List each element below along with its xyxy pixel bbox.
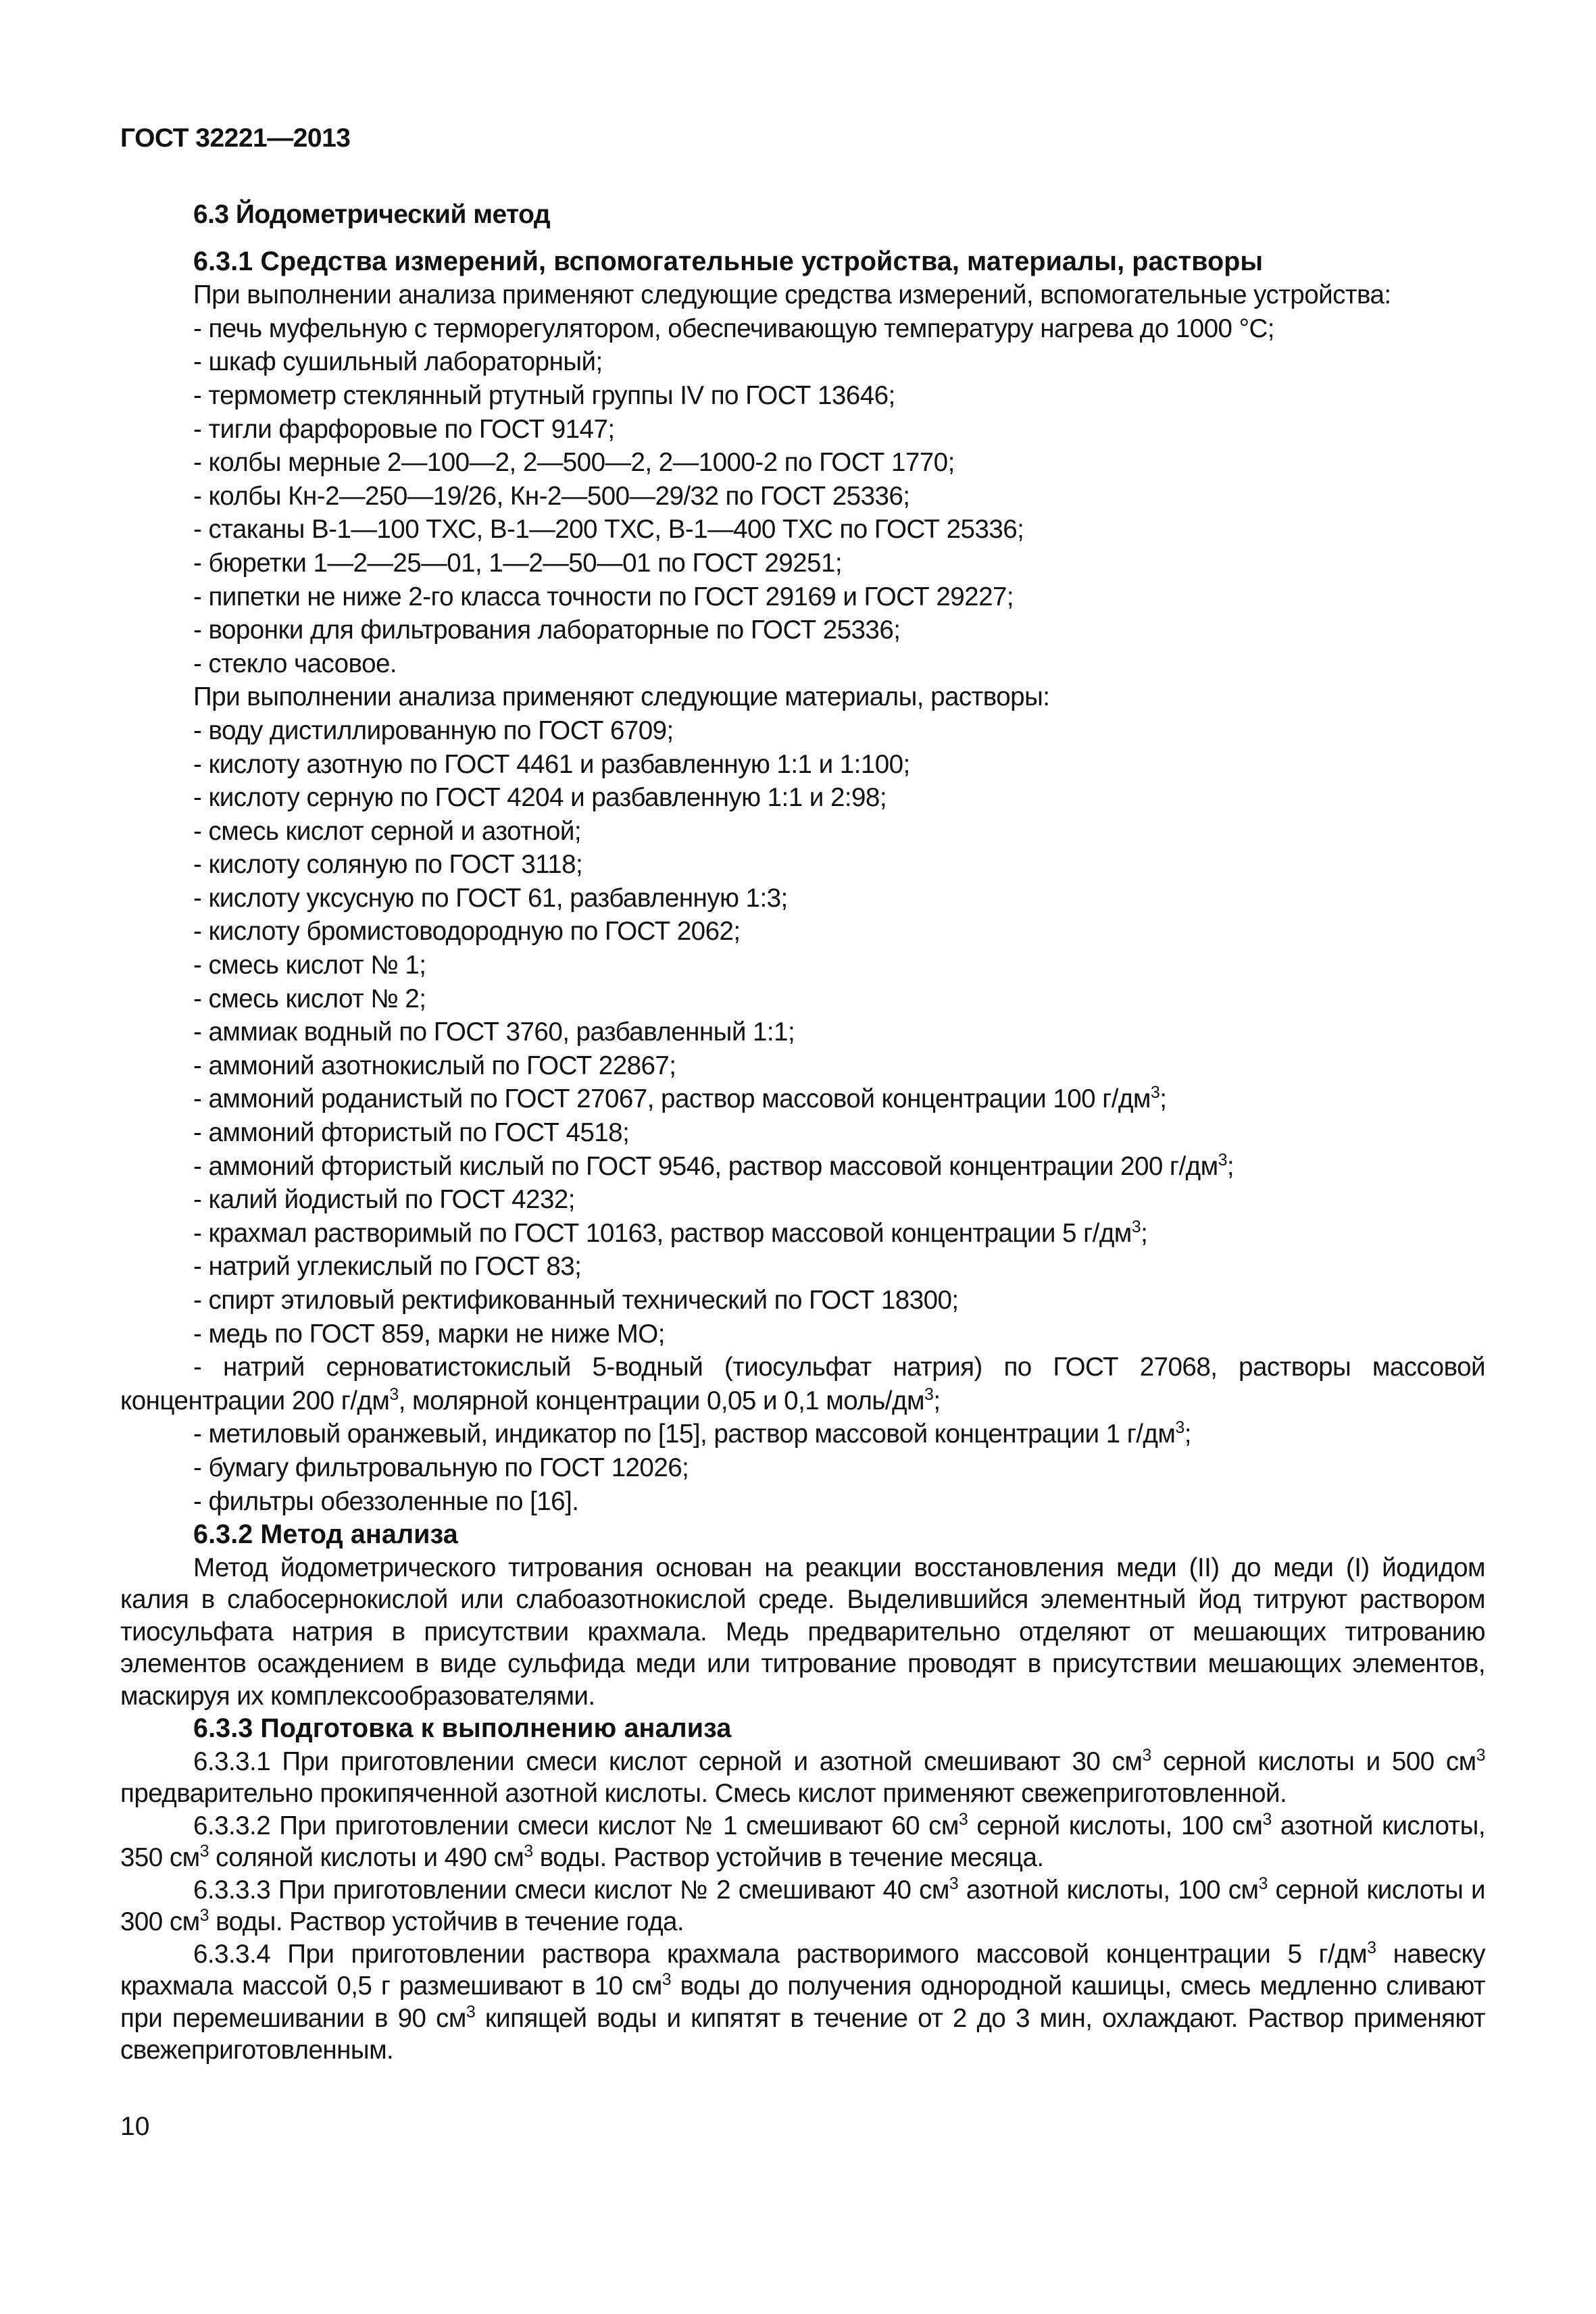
paragraph-6-3-3-1: 6.3.3.1 При приготовлении смеси кислот серной и азотной смешивают 30 $см^3$ серной кислоты и 500 $см^3$ предварительно прокипяченной азотной кислоты. Смесь кислот применяют свежеприготовленной. bbox=[120, 1745, 1485, 1809]
list-item: - кислоту уксусную по ГОСТ 61, разбавленную 1:3; bbox=[193, 883, 788, 913]
paragraph-6-3-3-2: 6.3.3.2 При приготовлении смеси кислот № 1 смешивают 60 $см^3$ серной кислоты, 100 $см^3$ азотной кислоты, 350 $см^3$ соляной кислоты и 490 $см^3$ воды. Раствор устойчив в течение месяца. bbox=[120, 1809, 1485, 1873]
list-item: - кислоту бромистоводородную по ГОСТ 2062; bbox=[193, 917, 741, 947]
list-item: - кислоту серную по ГОСТ 4204 и разбавленную 1:1 и 2:98; bbox=[193, 783, 887, 813]
list-item: - аммоний фтористый по ГОСТ 4518; bbox=[193, 1118, 630, 1148]
list-item: - шкаф сушильный лабораторный; bbox=[193, 347, 603, 377]
section-6-3-3-title: 6.3.3 Подготовка к выполнению анализа bbox=[193, 1713, 732, 1744]
list-item: - тигли фарфоровые по ГОСТ 9147; bbox=[193, 414, 615, 444]
standard-code: ГОСТ 32221—2013 bbox=[120, 124, 351, 153]
list-item: - медь по ГОСТ 859, марки не ниже МО; bbox=[193, 1319, 665, 1349]
paragraph-6-3-3-4: 6.3.3.4 При приготовлении раствора крахмала растворимого массовой концентрации 5 $г/дм^3$ навеску крахмала массой 0,5 г размешивают в 10 $см^3$ воды до получения однородной кашицы, смесь медленно сливают при перемешивании в 90 $см^3$ кипящей воды и кипятят в течение от 2 до 3 мин, охлаждают. Раствор применяют свежеприготовленным. bbox=[120, 1938, 1485, 2065]
list-item: - бумагу фильтровальную по ГОСТ 12026; bbox=[193, 1453, 689, 1482]
page-number: 10 bbox=[120, 2112, 150, 2141]
paragraph-6-3-3-3: 6.3.3.3 При приготовлении смеси кислот № 2 смешивают 40 $см^3$ азотной кислоты, 100 $см^3$ серной кислоты и 300 $см^3$ воды. Раствор устойчив в течение года. bbox=[120, 1873, 1485, 1937]
list-item: - воду дистиллированную по ГОСТ 6709; bbox=[193, 715, 674, 745]
list-item: - аммоний фтористый кислый по ГОСТ 9546, раствор массовой концентрации 200 $г/дм^3$; bbox=[193, 1150, 1235, 1181]
list-item: - колбы Кн-2—250—19/26, Кн-2—500—29/32 по ГОСТ 25336; bbox=[193, 481, 910, 511]
list-item: - воронки для фильтрования лабораторные по ГОСТ 25336; bbox=[193, 615, 901, 645]
document-body bbox=[120, 198, 1485, 2067]
list-item: - аммоний азотнокислый по ГОСТ 22867; bbox=[193, 1051, 676, 1080]
list-item: - спирт этиловый ректификованный технический по ГОСТ 18300; bbox=[193, 1286, 959, 1315]
list-item: - кислоту азотную по ГОСТ 4461 и разбавленную 1:1 и 1:100; bbox=[193, 749, 910, 779]
list-item: - аммоний роданистый по ГОСТ 27067, раствор массовой концентрации 100 $г/дм^3$; bbox=[193, 1083, 1167, 1114]
list-item: - термометр стеклянный ртутный группы IV по ГОСТ 13646; bbox=[193, 380, 895, 410]
materials-intro: При выполнении анализа применяют следующие материалы, растворы: bbox=[193, 682, 1050, 712]
section-6-3-2-title: 6.3.2 Метод анализа bbox=[193, 1519, 458, 1550]
section-6-3-1-title: 6.3.1 Средства измерений, вспомогательные устройства, материалы, растворы bbox=[193, 246, 1264, 276]
list-item: - смесь кислот серной и азотной; bbox=[193, 816, 582, 846]
list-item-thiosulfate: - натрий серноватистокислый 5-водный (тиосульфат натрия) по ГОСТ 27068, растворы массовой концентрации 200 $г/дм^3$, молярной концентрации 0,05 и 0,1 моль/$дм^3$; bbox=[120, 1353, 1485, 1415]
list-item: - печь муфельную с терморегулятором, обеспечивающую температуру нагрева до 1000 °С; bbox=[193, 313, 1274, 343]
list-item: - пипетки не ниже 2-го класса точности по ГОСТ 29169 и ГОСТ 29227; bbox=[193, 582, 1014, 611]
list-item: - фильтры обеззоленные по [16]. bbox=[193, 1486, 579, 1516]
list-item: - калий йодистый по ГОСТ 4232; bbox=[193, 1185, 575, 1215]
section-6-3-title: 6.3 Йодометрический метод bbox=[193, 200, 551, 229]
list-item: - аммиак водный по ГОСТ 3760, разбавленный 1:1; bbox=[193, 1017, 795, 1047]
list-item: - метиловый оранжевый, индикатор по [15], раствор массовой концентрации 1 $г/дм^3$; bbox=[193, 1418, 1191, 1449]
list-item: - бюретки 1—2—25—01, 1—2—50—01 по ГОСТ 29251; bbox=[193, 548, 843, 578]
instruments-intro: При выполнении анализа применяют следующие средства измерений, вспомогательные устройства: bbox=[193, 280, 1391, 310]
list-item: - стекло часовое. bbox=[193, 649, 397, 678]
list-item: - смесь кислот № 2; bbox=[193, 984, 426, 1013]
section-6-3-2-text: Метод йодометрического титрования основан на реакции восстановления меди (II) до меди (I) йодидом калия в слабосернокислой или слабоазотнокислой среде. Выделившийся элементный йод титруют раствором тиосульфата натрия в присутствии крахмала. Медь предварительно отделяют от мешающих титрованию элементов осаждением в виде сульфида меди или титрование проводят в присутствии мешающих элементов, маскируя их комплексообразователями. bbox=[120, 1553, 1485, 1711]
list-item: - стаканы В-1—100 ТХС, В-1—200 ТХС, В-1—400 ТХС по ГОСТ 25336; bbox=[193, 515, 1024, 545]
list-item: - кислоту соляную по ГОСТ 3118; bbox=[193, 850, 583, 880]
list-item: - смесь кислот № 1; bbox=[193, 951, 426, 980]
list-item: - натрий углекислый по ГОСТ 83; bbox=[193, 1252, 582, 1282]
list-item: - крахмал растворимый по ГОСТ 10163, раствор массовой концентрации 5 $г/дм^3$; bbox=[193, 1217, 1148, 1248]
list-item: - колбы мерные 2—100—2, 2—500—2, 2—1000-2 по ГОСТ 1770; bbox=[193, 448, 955, 478]
